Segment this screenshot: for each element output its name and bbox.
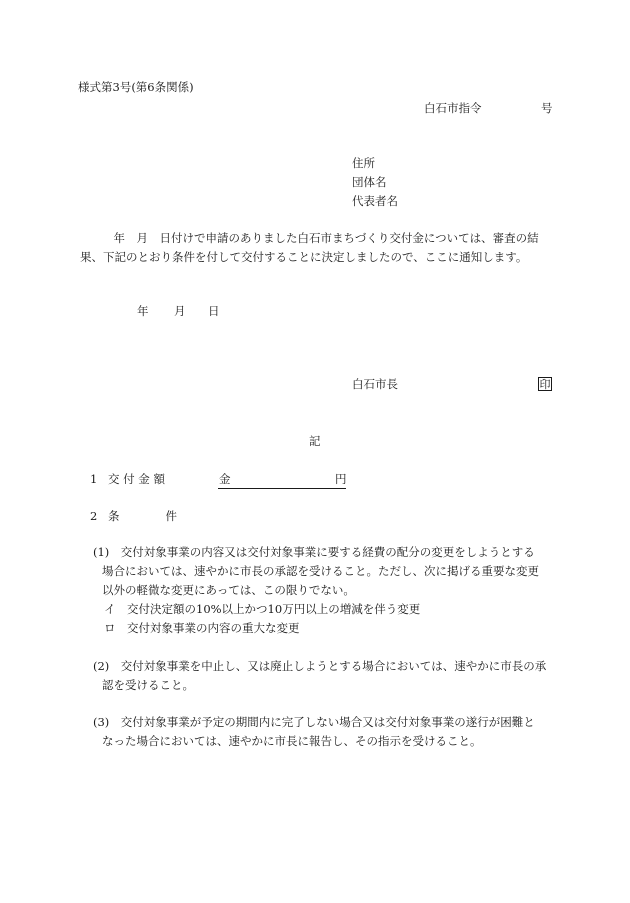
date-day: 日 bbox=[208, 304, 220, 318]
amount-suffix: 円 bbox=[335, 472, 347, 486]
condition-1-line-2: 場合においては、速やかに市長の承認を受けること。ただし、次に掲げる重要な変更 bbox=[102, 564, 539, 578]
condition-2-line-2: 認を受けること。 bbox=[102, 678, 194, 692]
address-label: 住所 bbox=[352, 156, 375, 170]
condition-3-line-2: なった場合においては、速やかに市長に報告し、その指示を受けること。 bbox=[102, 734, 482, 748]
condition-2-line-1: (2) 交付対象事業を中止し、又は廃止しようとする場合においては、速やかに市長の承 bbox=[93, 659, 547, 673]
amount-underline bbox=[218, 488, 346, 489]
amount-label: 交 付 金 額 bbox=[108, 472, 165, 486]
organization-label: 団体名 bbox=[352, 175, 387, 189]
body-line-1: 年 月 日付けで申請のありました白石市まちづくり交付金については、審査の結 bbox=[102, 231, 539, 245]
body-line-2: 果、下記のとおり条件を付して交付することに決定しましたので、ここに通知します。 bbox=[80, 250, 528, 264]
ki-heading: 記 bbox=[309, 434, 321, 448]
condition-1-sub-ro: ロ 交付対象事業の内容の重大な変更 bbox=[104, 621, 300, 635]
condition-3-line-1: (3) 交付対象事業が予定の期間内に完了しない場合又は交付対象事業の遂行が困難と bbox=[93, 715, 535, 729]
representative-label: 代表者名 bbox=[352, 194, 398, 208]
condition-1-line-3: 以外の軽微な変更にあっては、この限りでない。 bbox=[102, 583, 355, 597]
seal-mark: 印 bbox=[539, 378, 551, 391]
directive-label: 白石市指令 bbox=[424, 101, 482, 115]
number-suffix: 号 bbox=[541, 101, 553, 115]
condition-1-line-1: (1) 交付対象事業の内容又は交付対象事業に要する経費の配分の変更をしようとする bbox=[93, 545, 535, 559]
date-year: 年 bbox=[137, 304, 149, 318]
conditions-label: 条 件 bbox=[108, 509, 177, 523]
amount-number: 1 bbox=[90, 472, 98, 486]
amount-prefix: 金 bbox=[219, 472, 231, 486]
form-number: 様式第3号(第6条関係) bbox=[78, 80, 194, 94]
conditions-number: 2 bbox=[90, 509, 98, 523]
condition-1-sub-i: イ 交付決定額の10%以上かつ10万円以上の増減を伴う変更 bbox=[104, 602, 421, 616]
date-month: 月 bbox=[174, 304, 186, 318]
issuer-title: 白石市長 bbox=[352, 377, 398, 391]
